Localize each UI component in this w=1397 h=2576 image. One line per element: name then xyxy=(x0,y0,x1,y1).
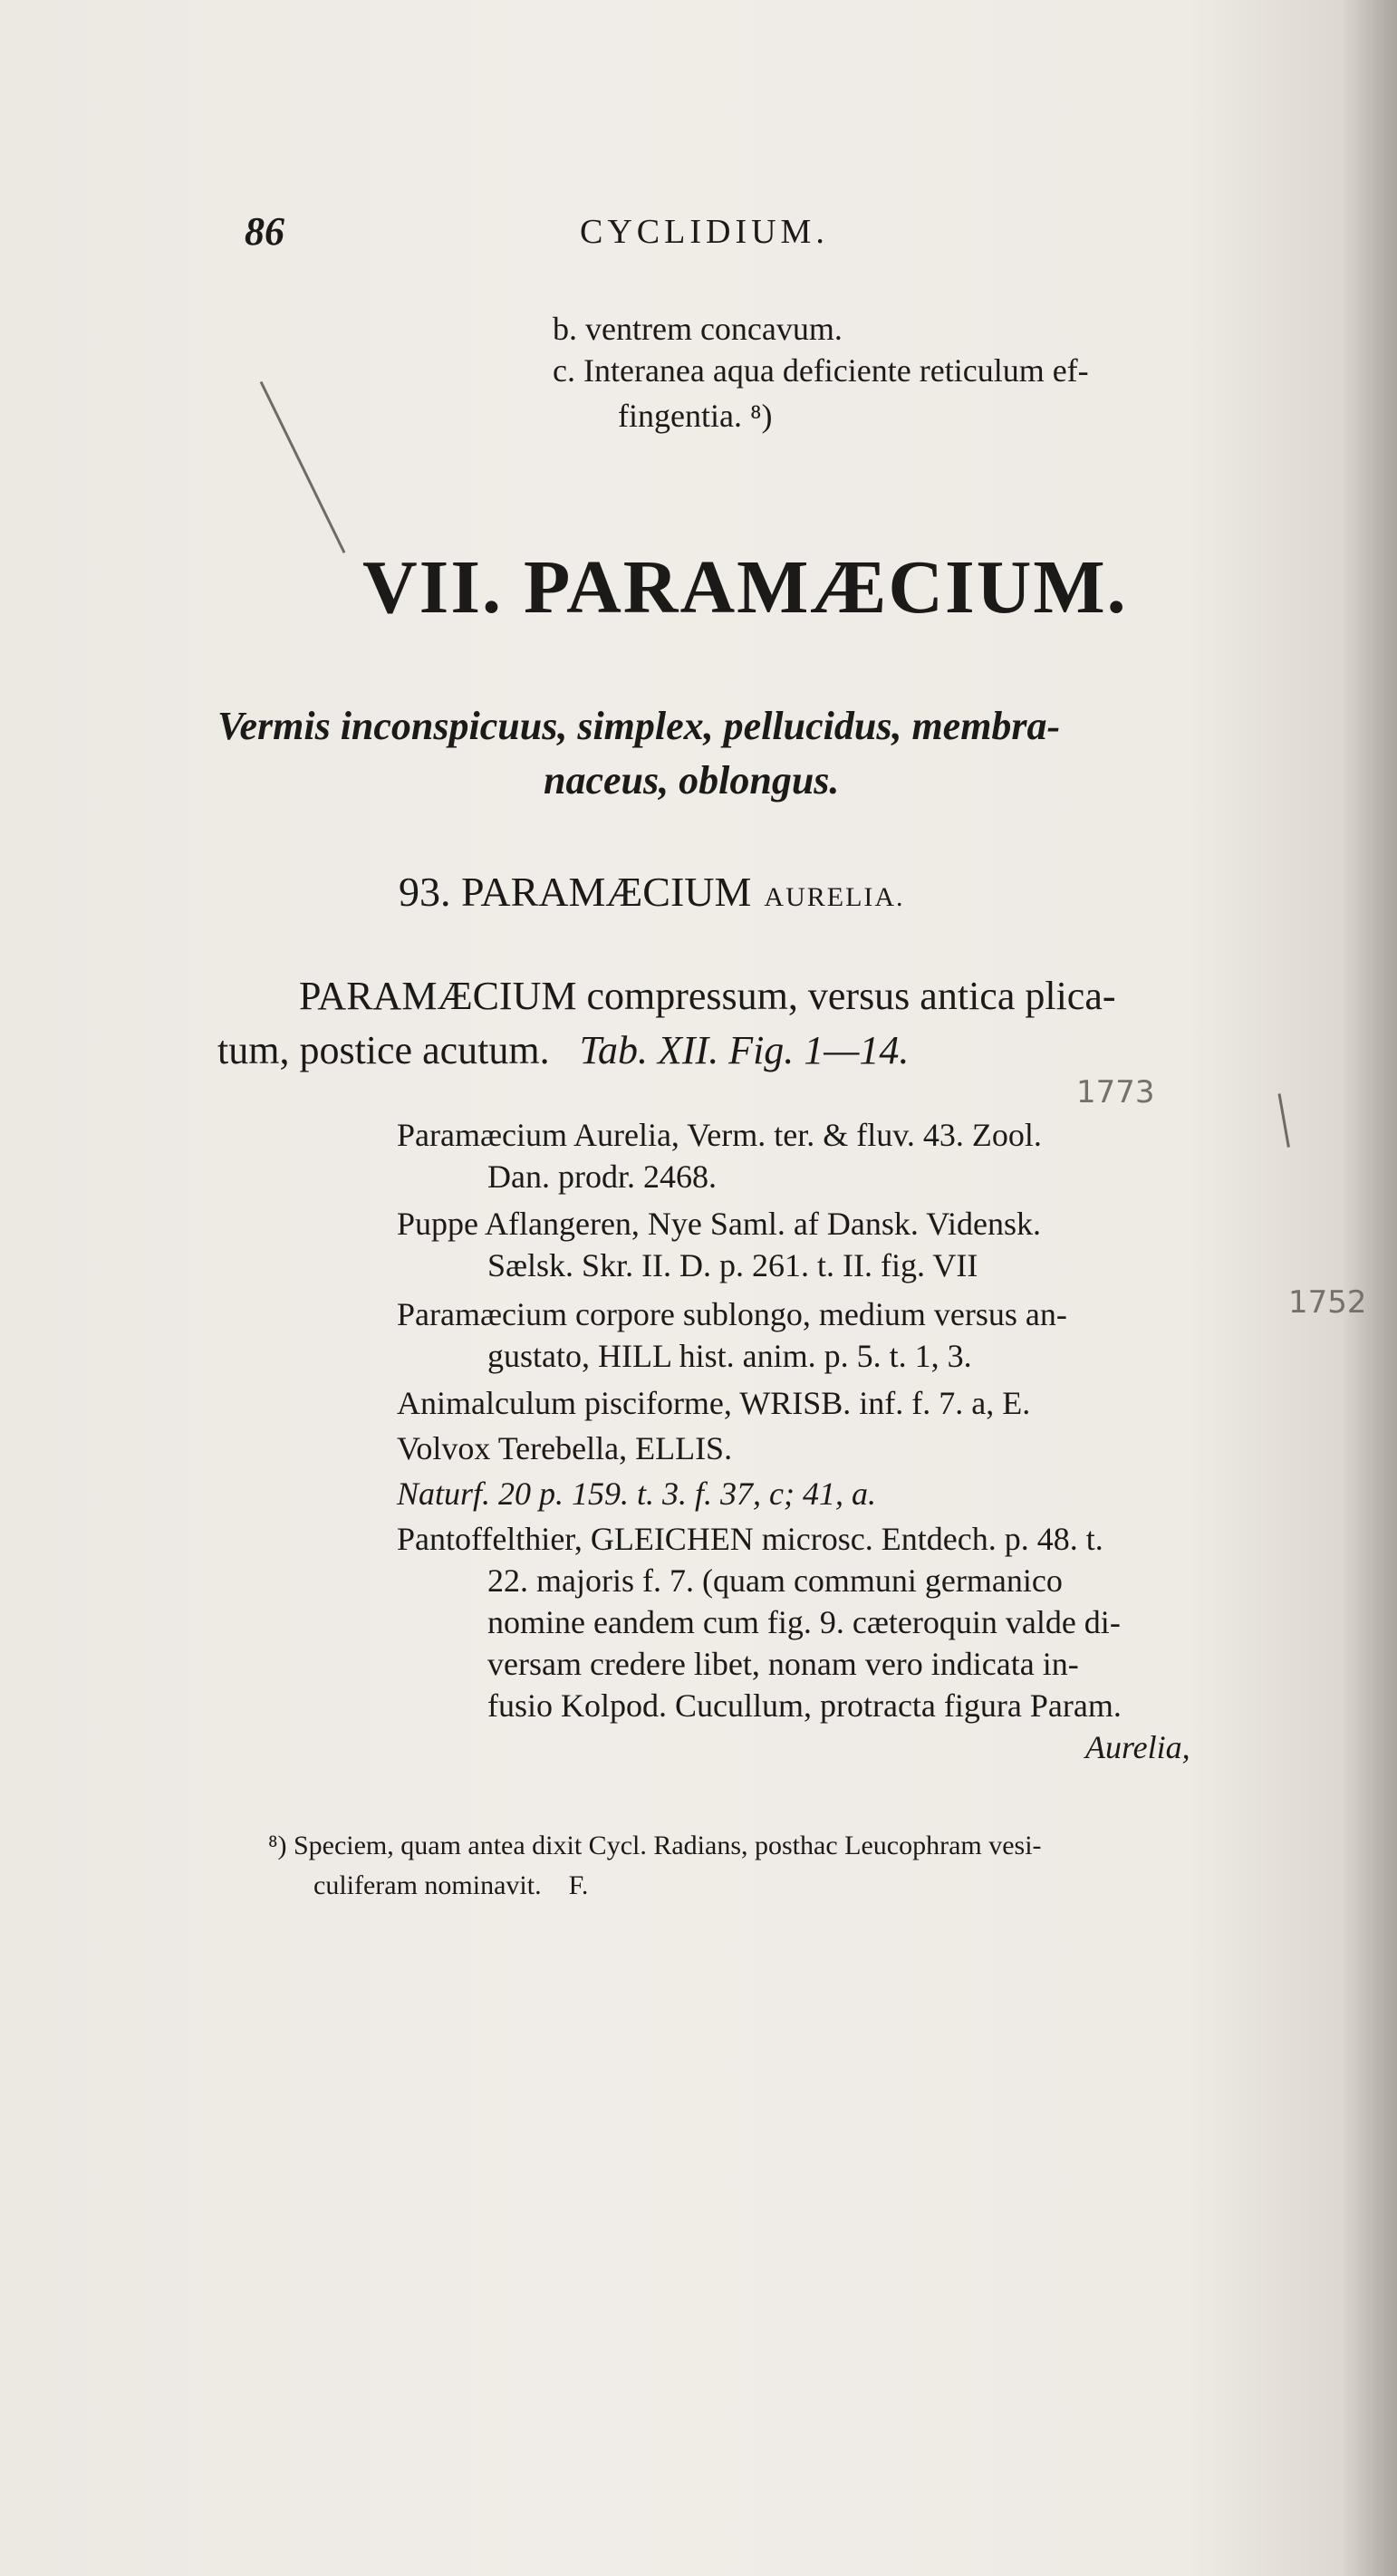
handwritten-note: 1752 xyxy=(1288,1284,1367,1321)
diagnosis-line: Vermis inconspicuus, simplex, pellucidus, membra- xyxy=(217,704,1061,748)
handwritten-note: 1773 xyxy=(1076,1074,1155,1110)
page-number: 86 xyxy=(245,209,284,254)
description-line: PARAMÆCIUM compressum, versus antica plica- xyxy=(299,974,1116,1018)
synonym-entry: Volvox Terebella, ELLIS. xyxy=(397,1430,733,1466)
diagnosis-line: naceus, oblongus. xyxy=(544,758,840,803)
genus-diagnosis xyxy=(217,699,1259,808)
footnote xyxy=(268,1826,1265,1906)
description-line: tum, postice acutum. Tab. XII. Fig. 1—14. xyxy=(217,1028,910,1072)
plate-reference: Tab. XII. Fig. 1—14. xyxy=(579,1028,910,1072)
species-name: 93. PARAMÆCIUM xyxy=(399,869,752,915)
species-epithet: AURELIA. xyxy=(764,882,905,912)
synonym-entry: Animalculum pisciforme, WRISB. inf. f. 7. a, E. xyxy=(397,1385,1031,1421)
continuation-item-c-line2 xyxy=(618,397,773,435)
continuation-item-c xyxy=(553,351,1259,389)
synonym-entry: Puppe Aflangeren, Nye Saml. af Dansk. Vidensk. Sælsk. Skr. II. D. p. 261. t. II. fig. VII xyxy=(397,1206,1042,1283)
synonym-entry: Paramæcium Aurelia, Verm. ter. & fluv. 43. Zool. Dan. prodr. 2468. xyxy=(397,1117,1042,1195)
item-marker: c. xyxy=(553,352,575,389)
footnote-ref: ⁸) xyxy=(749,398,773,434)
section-title: VII. PARAMÆCIUM. xyxy=(362,545,1128,630)
synonym-entry: Naturf. 20 p. 159. t. 3. f. 37, c; 41, a. xyxy=(397,1475,876,1512)
synonym-entry: Pantoffelthier, GLEICHEN microsc. Entdech. p. 48. t. 22. majoris f. 7. (quam communi germanico nomine eandem cum fig. 9. cæteroquin valde di- versam credere libet, nonam vero indicata in- fusio Kolpod. Cucullum, protracta figura Param. Aurelia, xyxy=(397,1521,1190,1765)
running-head: CYCLIDIUM. xyxy=(580,213,829,251)
item-text: Interanea aqua deficiente reticulum ef- xyxy=(583,352,1089,389)
pencil-mark xyxy=(1278,1093,1290,1148)
pencil-mark xyxy=(260,381,346,553)
species-description xyxy=(217,969,1241,1078)
item-marker: b. xyxy=(553,311,577,347)
footnote-line: culiferam nominavit. F. xyxy=(313,1870,589,1900)
item-text: ventrem concavum. xyxy=(585,311,843,347)
page-header xyxy=(245,208,1223,272)
footnote-line: ⁸) Speciem, quam antea dixit Cycl. Radians, posthac Leucophram vesi- xyxy=(268,1831,1042,1860)
continuation-item-b xyxy=(553,310,843,348)
species-heading xyxy=(399,868,905,916)
synonym-entry: Paramæcium corpore sublongo, medium versus an- gustato, HILL hist. anim. p. 5. t. 1, 3. xyxy=(397,1296,1067,1374)
item-text: fingentia. xyxy=(618,398,742,434)
